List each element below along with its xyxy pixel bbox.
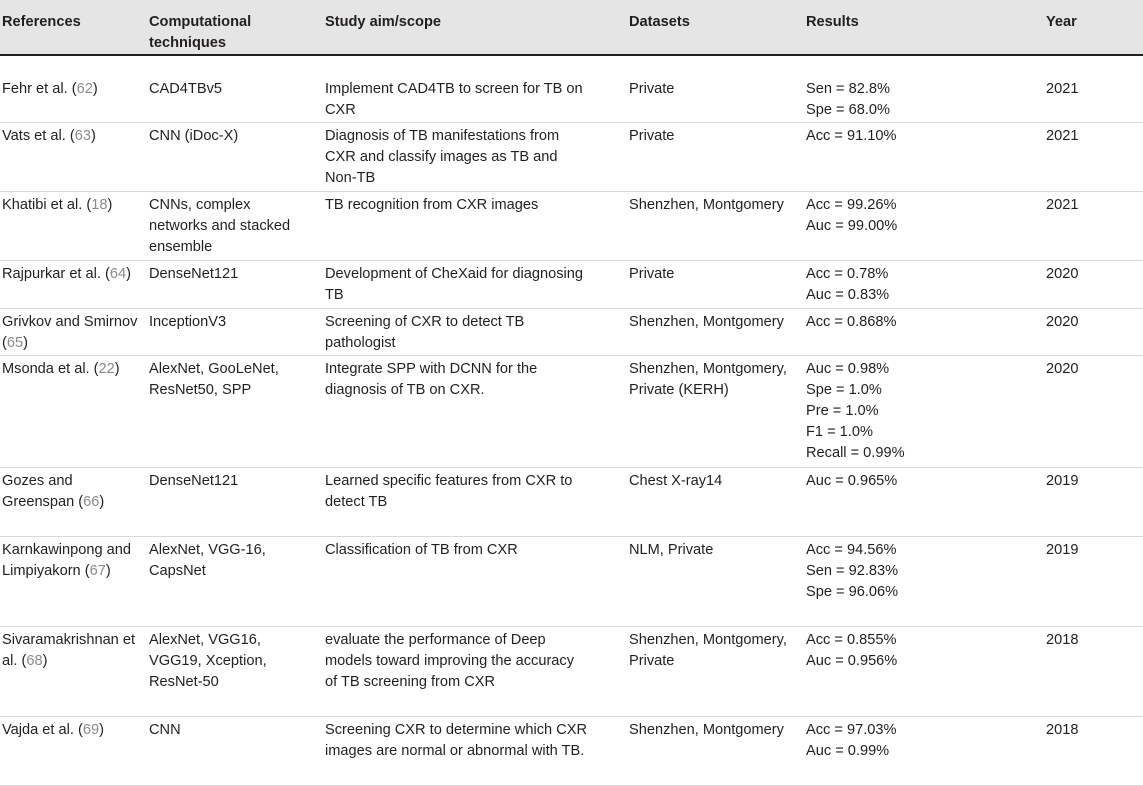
cell-year: 2021 [1046,196,1079,213]
cell-results [804,191,1044,260]
cell-year: 2020 [1046,360,1079,377]
reference-author: Sivaramakrishnan et al. ( [2,631,136,669]
cell-aim: evaluate the performance of Deep models toward improving the accuracy of TB screening from CXR [325,631,575,690]
cell-technique: DenseNet121 [149,472,239,489]
result-metric: Auc = 99.00% [806,217,898,234]
cell-year: 2020 [1046,265,1079,282]
result-metric: Acc = 94.56% [806,541,897,558]
cell-results [804,467,1044,536]
cell-results [804,55,1044,122]
cell-datasets: Shenzhen, Montgomery, Private [629,631,787,669]
reference-link[interactable]: 66 [83,493,100,510]
cell-reference [0,536,147,626]
table-row [0,122,1143,191]
header-results: Results [804,0,1044,55]
cell-reference [0,55,147,122]
cell-aim: Implement CAD4TB to screen for TB on CXR [325,81,583,118]
result-metric: F1 = 1.0% [806,423,873,440]
cell-reference [0,122,147,191]
result-metric: Acc = 97.03% [806,721,897,738]
reference-link[interactable]: 65 [6,334,24,351]
cell-results [804,355,1044,467]
reference-link[interactable]: 62 [76,81,93,97]
cell-datasets: Shenzhen, Montgomery, Private (KERH) [629,360,787,398]
result-metric: Auc = 0.98% [806,360,890,377]
header-year: Year [1044,0,1143,55]
result-metric: Acc = 0.78% [806,265,889,282]
cell-year: 2020 [1046,313,1079,330]
result-metric: Acc = 99.26% [806,196,897,213]
reference-author: Grivkov and Smirnov ( [2,313,138,351]
cell-reference [0,467,147,536]
cell-aim: Development of CheXaid for diagnosing TB [325,265,583,303]
result-metric: Acc = 0.868% [806,313,897,330]
cell-year: 2019 [1046,541,1079,558]
cell-reference [0,191,147,260]
reference-author: Fehr et al. ( [2,81,77,97]
reference-link[interactable]: 63 [74,127,91,144]
table-row [0,716,1143,785]
reference-author: Msonda et al. ( [2,360,99,377]
reference-link[interactable]: 22 [98,360,115,377]
cell-datasets: Shenzhen, Montgomery [629,196,784,213]
table-body [0,55,1143,785]
result-metric: Spe = 1.0% [806,381,882,398]
reference-link[interactable]: 69 [82,721,100,738]
result-metric: Spe = 96.06% [806,583,899,600]
reference-close-paren: ) [92,81,98,97]
reference-close-paren: ) [23,334,28,351]
cell-aim: Integrate SPP with DCNN for the diagnosis of TB on CXR. [325,360,538,398]
cell-datasets: NLM, Private [629,541,714,558]
table-row [0,626,1143,716]
cell-technique: CNN (iDoc-X) [149,127,239,144]
cell-aim: Learned specific features from CXR to detect TB [325,472,573,510]
cell-results [804,260,1044,308]
reference-author: Karnkawinpong and Limpiyakorn ( [2,541,132,579]
cell-aim: Screening CXR to determine which CXR images are normal or abnormal with TB. [325,721,587,759]
cell-technique: CNN [149,721,181,738]
cell-results [804,308,1044,355]
cell-results [804,536,1044,626]
result-metric: Auc = 0.965% [806,472,898,489]
reference-link[interactable]: 67 [89,562,106,579]
header-row [0,0,1143,55]
header-techniques: Computational techniques [147,0,323,55]
reference-close-paren: ) [107,196,113,213]
table-row [0,260,1143,308]
header-references: References [0,0,147,55]
header-datasets: Datasets [627,0,804,55]
cell-technique: InceptionV3 [149,313,227,330]
cell-reference [0,716,147,785]
cell-datasets: Chest X-ray14 [629,472,723,489]
cell-reference [0,260,147,308]
reference-close-paren: ) [90,127,96,144]
table-row [0,467,1143,536]
cell-datasets: Shenzhen, Montgomery [629,721,784,738]
reference-close-paren: ) [105,562,111,579]
table-row [0,536,1143,626]
cell-results [804,716,1044,785]
result-metric: Sen = 82.8% [806,81,890,97]
result-metric: Acc = 0.855% [806,631,897,648]
cell-technique: AlexNet, GooLeNet, ResNet50, SPP [149,360,279,398]
table-row [0,55,1143,122]
reference-link[interactable]: 64 [109,265,127,282]
cell-year: 2021 [1046,81,1079,97]
cell-aim: TB recognition from CXR images [325,196,539,213]
result-metric: Sen = 92.83% [806,562,899,579]
cell-datasets: Private [629,127,675,144]
reference-author: Vats et al. ( [2,127,75,144]
reference-close-paren: ) [114,360,120,377]
reference-close-paren: ) [42,652,48,669]
result-metric: Recall = 0.99% [806,444,905,461]
cell-technique: AlexNet, VGG-16, CapsNet [149,541,266,579]
reference-close-paren: ) [99,493,105,510]
reference-close-paren: ) [126,265,131,282]
reference-link[interactable]: 68 [26,652,43,669]
reference-close-paren: ) [99,721,104,738]
cell-technique: CAD4TBv5 [149,81,222,97]
table-row [0,355,1143,467]
cell-technique: DenseNet121 [149,265,239,282]
result-metric: Pre = 1.0% [806,402,879,419]
cell-technique: CNNs, complex networks and stacked ensemble [149,196,291,255]
cell-aim: Classification of TB from CXR [325,541,518,558]
cell-datasets: Shenzhen, Montgomery [629,313,784,330]
cell-reference [0,626,147,716]
cell-technique: AlexNet, VGG16, VGG19, Xception, ResNet-50 [149,631,267,690]
result-metric: Auc = 0.83% [806,286,890,303]
result-metric: Acc = 91.10% [806,127,897,144]
cell-aim: Diagnosis of TB manifestations from CXR and classify images as TB and Non-TB [325,127,560,186]
reference-author: Khatibi et al. ( [2,196,92,213]
cell-year: 2021 [1046,127,1079,144]
result-metric: Spe = 68.0% [806,102,890,118]
cell-datasets: Private [629,81,675,97]
cell-reference [0,308,147,355]
cell-results [804,626,1044,716]
cell-year: 2018 [1046,631,1079,648]
cell-datasets: Private [629,265,675,282]
result-metric: Auc = 0.956% [806,652,898,669]
cell-aim: Screening of CXR to detect TB pathologist [325,313,525,351]
cell-year: 2019 [1046,472,1079,489]
reference-link[interactable]: 18 [91,196,108,213]
cell-reference [0,355,147,467]
cell-year: 2018 [1046,721,1079,738]
reference-author: Rajpurkar et al. ( [2,265,110,282]
header-aim: Study aim/scope [323,0,627,55]
table-row [0,191,1143,260]
table-row [0,308,1143,355]
reference-author: Vajda et al. ( [2,721,83,738]
cell-results [804,122,1044,191]
result-metric: Auc = 0.99% [806,742,890,759]
reference-author: Gozes and Greenspan ( [2,472,84,510]
